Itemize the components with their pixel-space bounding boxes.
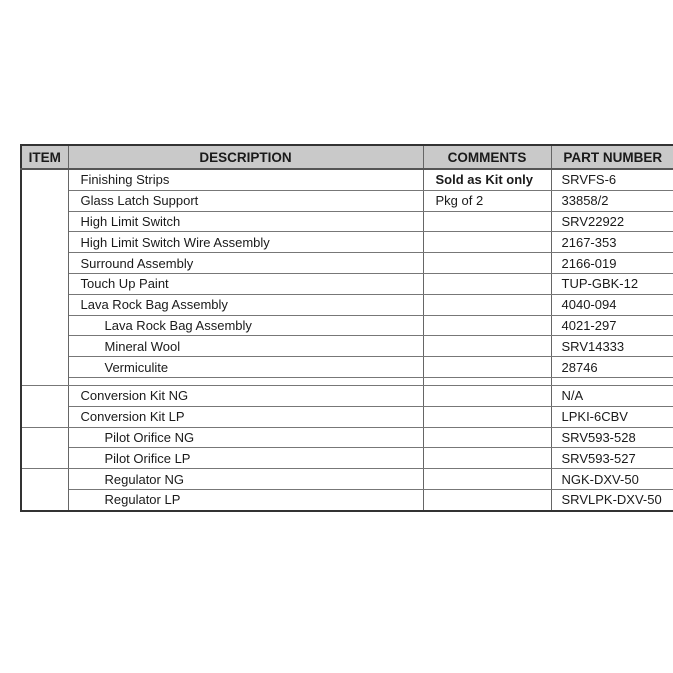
description-cell — [68, 377, 423, 385]
item-cell — [21, 336, 68, 357]
part-number-cell — [551, 377, 673, 385]
description-cell: Pilot Orifice LP — [68, 448, 423, 469]
description-cell: Conversion Kit LP — [68, 406, 423, 427]
part-number-cell: N/A — [551, 385, 673, 406]
part-number-cell: 2166-019 — [551, 253, 673, 274]
part-number-cell: LPKI-6CBV — [551, 406, 673, 427]
comments-cell: Sold as Kit only — [423, 169, 551, 190]
description-cell: Regulator NG — [68, 469, 423, 490]
table-row — [21, 232, 673, 253]
comments-cell — [423, 232, 551, 253]
comments-cell — [423, 406, 551, 427]
table-row — [21, 273, 673, 294]
item-cell — [21, 315, 68, 336]
item-cell — [21, 385, 68, 406]
item-cell — [21, 294, 68, 315]
header-item: ITEM — [21, 145, 68, 169]
item-cell — [21, 469, 68, 490]
description-cell: High Limit Switch Wire Assembly — [68, 232, 423, 253]
description-cell: Finishing Strips — [68, 169, 423, 190]
part-number-cell: TUP-GBK-12 — [551, 273, 673, 294]
description-cell: Lava Rock Bag Assembly — [68, 294, 423, 315]
description-cell: Pilot Orifice NG — [68, 427, 423, 448]
table-row — [21, 253, 673, 274]
comments-cell — [423, 448, 551, 469]
description-cell: Regulator LP — [68, 489, 423, 510]
comments-cell — [423, 294, 551, 315]
part-number-cell: SRV14333 — [551, 336, 673, 357]
item-cell — [21, 377, 68, 385]
comments-cell — [423, 427, 551, 448]
table-row — [21, 385, 673, 406]
comments-cell — [423, 489, 551, 510]
table-row — [21, 469, 673, 490]
header-part-number: PART NUMBER — [551, 145, 673, 169]
parts-table — [20, 144, 673, 512]
description-cell: Surround Assembly — [68, 253, 423, 274]
comments-cell — [423, 273, 551, 294]
comments-cell — [423, 385, 551, 406]
description-cell: Conversion Kit NG — [68, 385, 423, 406]
comments-cell — [423, 315, 551, 336]
table-row — [21, 294, 673, 315]
part-number-cell: 33858/2 — [551, 190, 673, 211]
header-comments: COMMENTS — [423, 145, 551, 169]
part-number-cell: SRVFS-6 — [551, 169, 673, 190]
table-row — [21, 336, 673, 357]
comments-cell: Pkg of 2 — [423, 190, 551, 211]
comments-cell — [423, 253, 551, 274]
item-cell — [21, 406, 68, 427]
description-cell: High Limit Switch — [68, 211, 423, 232]
parts-table-container — [20, 144, 673, 512]
table-row — [21, 427, 673, 448]
part-number-cell: SRV22922 — [551, 211, 673, 232]
item-cell — [21, 489, 68, 510]
item-cell — [21, 357, 68, 378]
item-cell — [21, 448, 68, 469]
description-cell: Touch Up Paint — [68, 273, 423, 294]
table-row — [21, 211, 673, 232]
description-cell: Lava Rock Bag Assembly — [68, 315, 423, 336]
item-cell — [21, 253, 68, 274]
item-cell — [21, 232, 68, 253]
item-cell — [21, 427, 68, 448]
item-cell — [21, 169, 68, 190]
description-cell: Vermiculite — [68, 357, 423, 378]
comments-cell — [423, 211, 551, 232]
item-cell — [21, 211, 68, 232]
table-row — [21, 357, 673, 378]
table-row — [21, 489, 673, 510]
table-row — [21, 406, 673, 427]
table-row — [21, 315, 673, 336]
part-number-cell: SRV593-528 — [551, 427, 673, 448]
item-cell — [21, 190, 68, 211]
table-row — [21, 169, 673, 190]
comments-cell — [423, 336, 551, 357]
table-spacer-row — [21, 377, 673, 385]
header-description: DESCRIPTION — [68, 145, 423, 169]
comments-cell — [423, 469, 551, 490]
part-number-cell: SRV593-527 — [551, 448, 673, 469]
description-cell: Mineral Wool — [68, 336, 423, 357]
comments-cell — [423, 377, 551, 385]
table-row — [21, 448, 673, 469]
part-number-cell: SRVLPK-DXV-50 — [551, 489, 673, 510]
part-number-cell: 4040-094 — [551, 294, 673, 315]
item-cell — [21, 273, 68, 294]
table-row — [21, 190, 673, 211]
table-header-row — [21, 145, 673, 169]
description-cell: Glass Latch Support — [68, 190, 423, 211]
part-number-cell: 28746 — [551, 357, 673, 378]
comments-cell — [423, 357, 551, 378]
part-number-cell: NGK-DXV-50 — [551, 469, 673, 490]
part-number-cell: 2167-353 — [551, 232, 673, 253]
part-number-cell: 4021-297 — [551, 315, 673, 336]
